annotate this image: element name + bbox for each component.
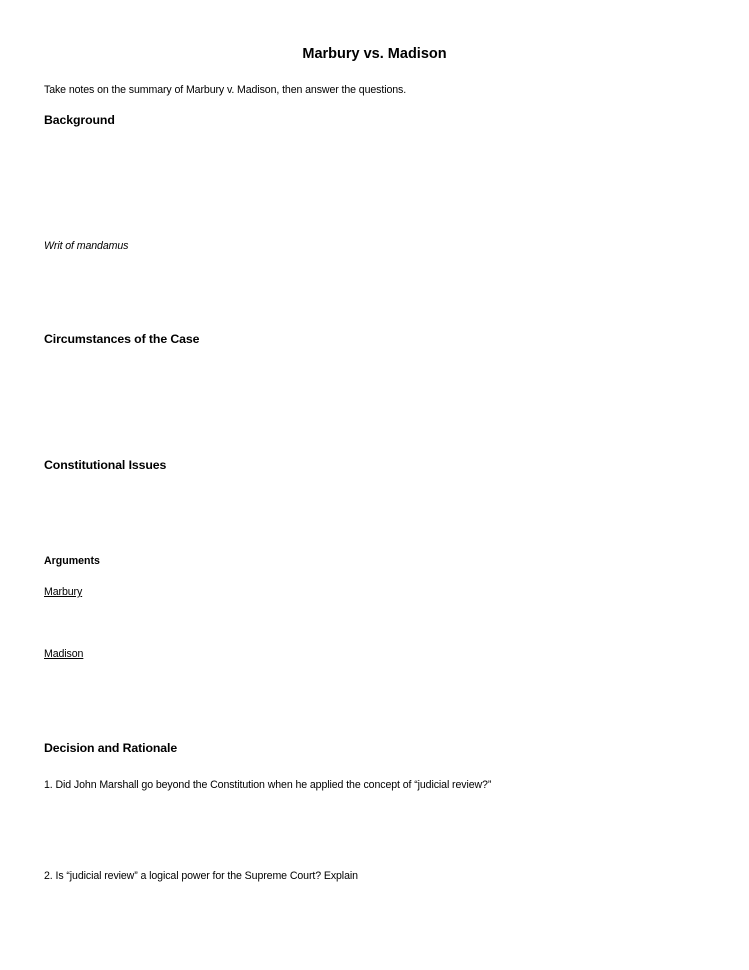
heading-background: Background bbox=[44, 113, 115, 127]
question-1: 1. Did John Marshall go beyond the Constitution when he applied the concept of “judicial review?” bbox=[44, 779, 492, 791]
heading-arguments: Arguments bbox=[44, 555, 100, 567]
page-title: Marbury vs. Madison bbox=[302, 46, 447, 62]
label-marbury: Marbury bbox=[44, 586, 83, 598]
heading-constitutional-issues: Constitutional Issues bbox=[44, 458, 167, 472]
heading-circumstances: Circumstances of the Case bbox=[44, 332, 200, 346]
label-madison: Madison bbox=[44, 648, 84, 660]
heading-decision: Decision and Rationale bbox=[44, 741, 178, 755]
question-2: 2. Is “judicial review” a logical power for the Supreme Court? Explain bbox=[44, 870, 358, 882]
term-writ-of-mandamus: Writ of mandamus bbox=[44, 240, 129, 252]
instructions: Take notes on the summary of Marbury v. Madison, then answer the questions. bbox=[44, 84, 407, 96]
